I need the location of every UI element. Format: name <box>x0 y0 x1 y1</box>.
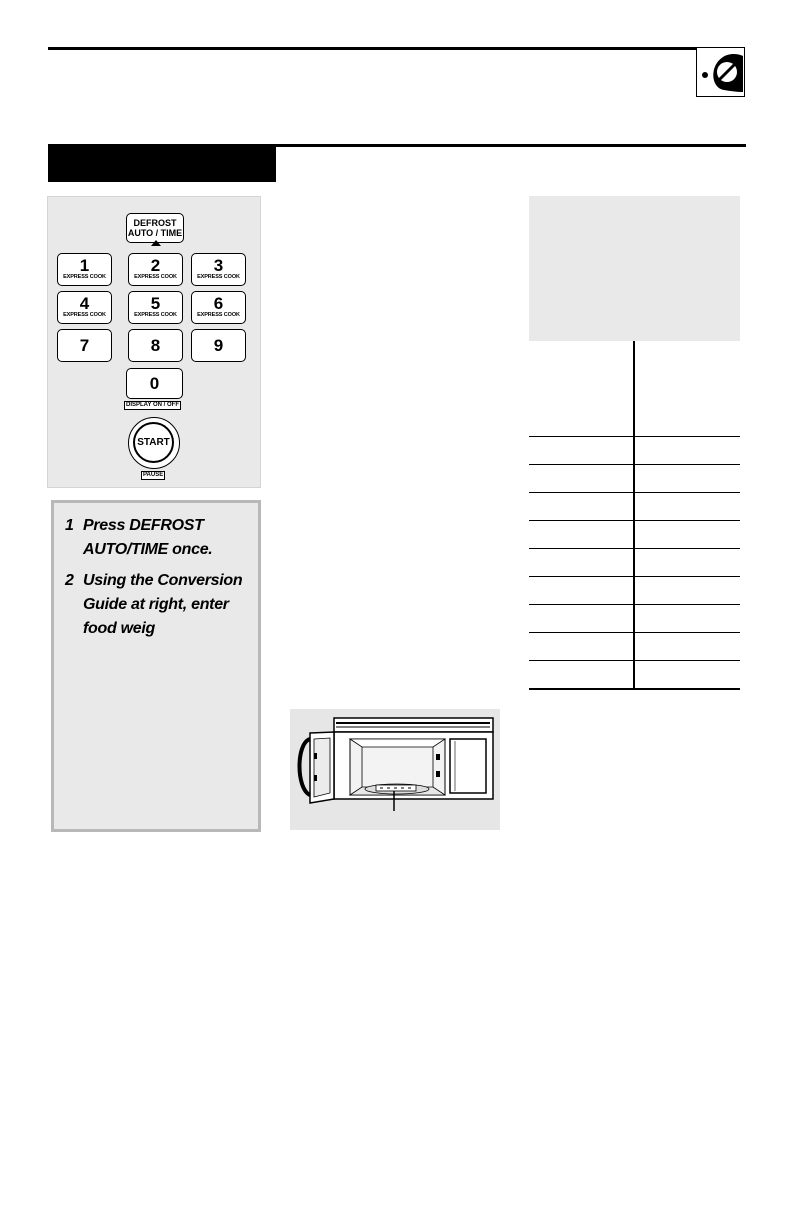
step-number: 2 <box>65 572 74 589</box>
key-number: 6 <box>213 294 224 313</box>
key-2-button[interactable] <box>128 253 183 286</box>
conversion-table-row-line <box>529 492 740 493</box>
key-number: 0 <box>149 374 160 393</box>
header-rule <box>48 47 745 50</box>
key-9-button[interactable] <box>191 329 246 362</box>
logo-badge <box>696 47 745 97</box>
conversion-table-divider <box>633 341 635 689</box>
key-number: 3 <box>213 256 224 275</box>
conversion-table-row-line <box>529 604 740 605</box>
key-5-button[interactable] <box>128 291 183 324</box>
logo-icon <box>697 48 744 96</box>
defrost-auto-time-button[interactable] <box>126 213 184 243</box>
auto-time-label: AUTO / TIME <box>127 228 183 238</box>
conversion-table-row-line <box>529 632 740 633</box>
key-sublabel: EXPRESS COOK <box>63 274 106 280</box>
step-text-line: AUTO/TIME once. <box>83 541 213 558</box>
key-number: 8 <box>150 336 161 355</box>
display-on-off-label: DISPLAY ON / OFF <box>126 402 180 408</box>
key-7-button[interactable] <box>57 329 112 362</box>
conversion-table-row-line <box>529 464 740 465</box>
keypad-panel <box>47 196 261 488</box>
section-tab <box>48 144 276 182</box>
key-4-button[interactable] <box>57 291 112 324</box>
pause-label: PAUSE <box>143 472 164 478</box>
step-text-line: Press DEFROST <box>83 517 204 534</box>
conversion-table-row-line <box>529 436 740 437</box>
key-number: 7 <box>79 336 90 355</box>
conversion-table-header <box>529 196 740 341</box>
key-sublabel: EXPRESS COOK <box>197 312 240 318</box>
key-sublabel: EXPRESS COOK <box>63 312 106 318</box>
key-number: 4 <box>79 294 90 313</box>
key-number: 9 <box>213 336 224 355</box>
key-6-button[interactable] <box>191 291 246 324</box>
key-8-button[interactable] <box>128 329 183 362</box>
key-sublabel: EXPRESS COOK <box>134 312 177 318</box>
step-text-line: food weig <box>83 620 155 637</box>
microwave-illustration <box>290 709 500 830</box>
key-3-button[interactable] <box>191 253 246 286</box>
conversion-table-row-line <box>529 520 740 521</box>
key-number: 2 <box>150 256 161 275</box>
key-0-button[interactable] <box>126 368 183 399</box>
conversion-table-row-line <box>529 548 740 549</box>
key-number: 1 <box>79 256 90 275</box>
defrost-label: DEFROST <box>133 218 177 228</box>
key-sublabel: EXPRESS COOK <box>134 274 177 280</box>
instructions-panel <box>51 500 261 832</box>
key-1-button[interactable] <box>57 253 112 286</box>
key-sublabel: EXPRESS COOK <box>197 274 240 280</box>
step-number: 1 <box>65 517 74 534</box>
conversion-table-row-line <box>529 660 740 661</box>
caret-up-icon <box>151 240 161 246</box>
conversion-table-bottom-rule <box>529 688 740 690</box>
conversion-table-row-line <box>529 576 740 577</box>
step-text <box>83 569 255 641</box>
start-label: START <box>133 422 174 463</box>
start-button[interactable] <box>128 417 180 469</box>
key-number: 5 <box>150 294 161 313</box>
microwave-open-door-icon <box>290 709 500 830</box>
step-text-line: Using the Conversion <box>83 572 243 589</box>
step-text-line: Guide at right, enter <box>83 596 229 613</box>
step-text <box>83 514 255 562</box>
